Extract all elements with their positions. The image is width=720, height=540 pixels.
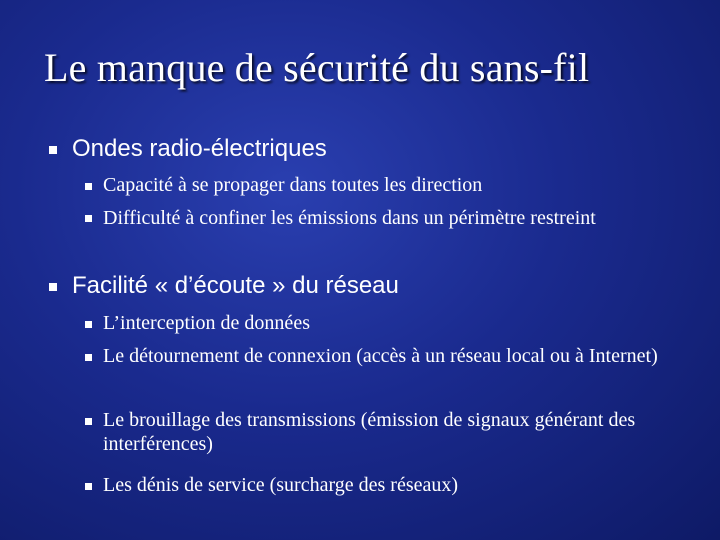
section-heading-radio: Ondes radio-électriques <box>72 135 327 162</box>
list-item: Difficulté à confiner les émissions dans un périmètre restreint <box>103 207 596 229</box>
slide-title: Le manque de sécurité du sans-fil <box>44 45 590 90</box>
bullet-square-icon <box>85 321 92 328</box>
list-item: L’interception de données <box>103 312 310 334</box>
bullet-square-icon <box>85 215 92 222</box>
bullet-square-icon <box>85 183 92 190</box>
bullet-square-icon <box>85 354 92 361</box>
bullet-square-icon <box>85 418 92 425</box>
list-item: Capacité à se propager dans toutes les direction <box>103 174 483 196</box>
list-item: Le brouillage des transmissions (émission de signaux générant des interférences) <box>103 409 636 455</box>
section-heading-listening: Facilité « d’écoute » du réseau <box>72 272 399 299</box>
bullet-square-icon <box>49 283 57 291</box>
list-item: Les dénis de service (surcharge des réseaux) <box>103 474 459 496</box>
bullet-square-icon <box>85 483 92 490</box>
bullet-square-icon <box>49 146 57 154</box>
list-item: Le détournement de connexion (accès à un réseau local ou à Internet) <box>103 345 658 367</box>
